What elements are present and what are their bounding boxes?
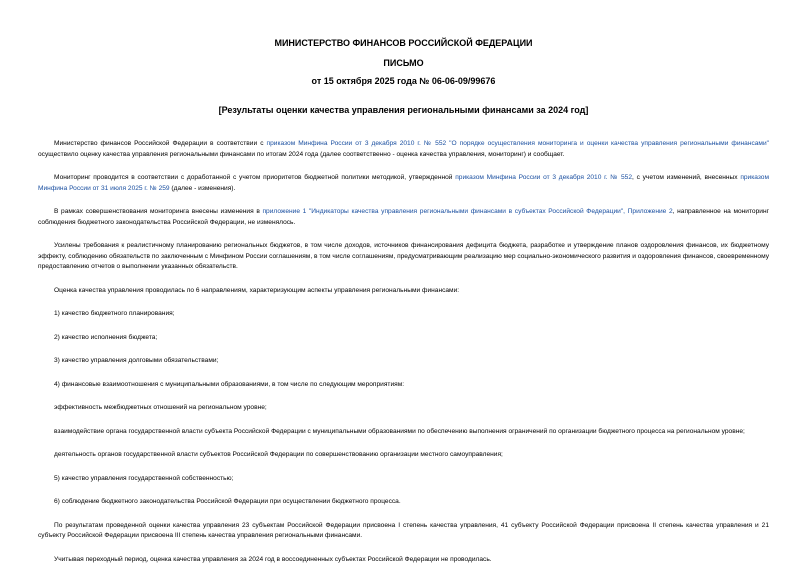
- paragraph-transition: Учитывая переходный период, оценка качества управления за 2024 год в воссоединенных субъектах Российской Федерации не проводилась.: [54, 555, 492, 563]
- document-title: [Результаты оценки качества управления региональными финансами за 2024 год]: [218, 105, 589, 115]
- sub-item-1: эффективность межбюджетных отношений на региональном уровне;: [54, 404, 267, 411]
- list-item-5: 5) качество управления государственной собственностью;: [54, 474, 234, 482]
- list-item-3: 3) качество управления долговыми обязательствами;: [54, 357, 219, 364]
- text: В рамках совершенствования мониторинга внесены изменения в: [54, 208, 263, 215]
- list-item-4: 4) финансовые взаимоотношения с муниципальными образованиями, в том числе по следующим мероприятиям:: [54, 380, 405, 388]
- order-259-link[interactable]: приказом Минфина России от 31 июля 2025 г. № 259: [38, 174, 770, 192]
- text: , с учетом изменений, внесенных: [632, 174, 741, 181]
- sub-item-3: деятельность органов государственной власти субъектов Российской Федерации по совершенствованию организации местного самоуправления;: [54, 451, 503, 458]
- document-number-date: от 15 октября 2025 года № 06-06-09/99676: [311, 76, 496, 86]
- paragraph-results: По результатам проведенной оценки качества управления 23 субъектам Российской Федерации присвоена I степень качества управления, 41 субъекту Российской Федерации присвоена II степень качества управления и 21 субъекту Российской Федерации присвоена III степень качества управления региональными финансами.: [38, 521, 769, 539]
- paragraph-requirements: Усилены требования к реалистичному планированию региональных бюджетов, в том числе доходов, источников финансирования дефицита бюджета, разработке и утверждение планов оздоровления финансов, их бюджетному эффекту, соблюдению обязательств по заключенным с Минфином России соглашениям, в том числе соглашениям, предусматривающим реализацию мер социально-экономического развития и оздоровления финансов, своевременному предоставлению отчетов о выполнении указанных обязательств.: [38, 242, 769, 270]
- order-552-link-2[interactable]: приказом Минфина России от 3 декабря 2010 г. № 552: [455, 174, 632, 181]
- paragraph-monitoring: [38, 173, 769, 194]
- order-552-link[interactable]: приказом Минфина России от 3 декабря 2010 г. № 552 "О порядке осуществления мониторинга и оценки качества управления региональными финансами": [266, 140, 769, 147]
- ministry-heading: МИНИСТЕРСТВО ФИНАНСОВ РОССИЙСКОЙ ФЕДЕРАЦИИ: [274, 38, 533, 48]
- paragraph-changes: [38, 207, 769, 228]
- document-type: ПИСЬМО: [383, 58, 424, 68]
- list-item-1: 1) качество бюджетного планирования;: [54, 310, 175, 317]
- document-body: [38, 139, 769, 565]
- paragraph-intro: [38, 139, 769, 160]
- text: (далее - изменения).: [169, 184, 236, 192]
- sub-item-2: взаимодействие органа государственной власти субъекта Российской Федерации с муниципальными образованиями по обеспечению выполнения ограничений по организации бюджетного процесса на региональном уровне;: [54, 427, 745, 435]
- appendix-link[interactable]: приложение 1 "Индикаторы качества управления региональными финансами в субъектах Российской Федерации", Приложение 2: [262, 208, 673, 215]
- text: , направленное на мониторинг соблюдения бюджетного законодательства Российской Федерации, не изменялось.: [38, 208, 769, 226]
- list-item-6: 6) соблюдение бюджетного законодательства Российской Федерации при осуществлении бюджетного процесса.: [54, 498, 401, 505]
- text: осуществило оценку качества управления региональными финансами по итогам 2024 года (далее соответственно - оценка качества управления, мониторинг) и сообщает.: [38, 150, 565, 158]
- paragraph-directions: Оценка качества управления проводилась по 6 направлениям, характеризующим аспекты управления региональными финансами:: [54, 286, 460, 294]
- text: Министерство финансов Российской Федерации в соответствии с: [54, 140, 267, 147]
- list-item-2: 2) качество исполнения бюджета;: [54, 333, 158, 341]
- text: Мониторинг проводится в соответствии с доработанной с учетом приоритетов бюджетной политики методикой, утвержденной: [54, 174, 456, 181]
